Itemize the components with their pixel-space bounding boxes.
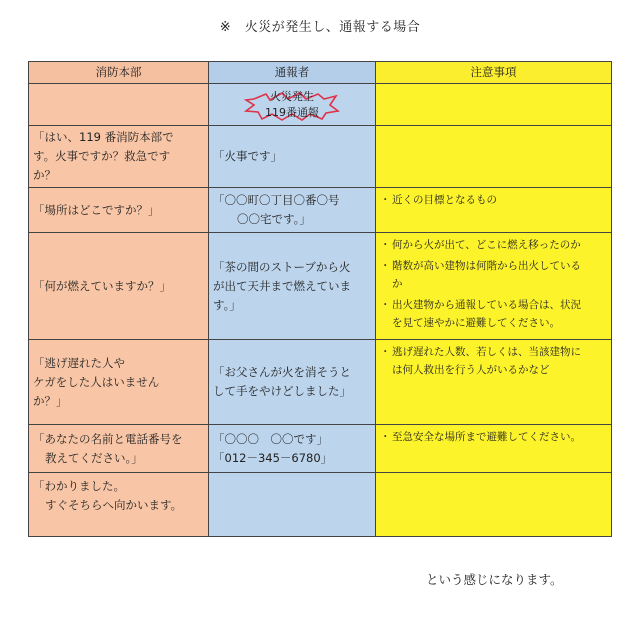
notes-cell bbox=[376, 473, 612, 537]
bullet-icon: ・ bbox=[380, 194, 391, 206]
cell-line: して手をやけどしました」 bbox=[213, 384, 351, 398]
notes-cell bbox=[376, 233, 612, 340]
table-row bbox=[29, 233, 612, 340]
note-line: を見て速やかに避難してください。 bbox=[392, 317, 560, 329]
note-line: 近くの目標となるもの bbox=[392, 194, 497, 206]
bullet-icon: ・ bbox=[380, 239, 391, 251]
fire-dept-cell bbox=[29, 473, 209, 537]
fire-dept-cell bbox=[29, 233, 209, 340]
list-item bbox=[380, 257, 607, 293]
reporter-cell bbox=[209, 126, 376, 188]
cell-line: 「火事です」 bbox=[213, 149, 282, 163]
table-row bbox=[29, 425, 612, 473]
reporter-cell bbox=[209, 340, 376, 425]
cell-line: 「〇〇〇 〇〇です」 bbox=[213, 431, 328, 446]
cell-line: 「はい、119 番消防本部で bbox=[33, 130, 174, 144]
cell-line: が出て天井まで燃えていま bbox=[213, 278, 351, 293]
bullet-icon: ・ bbox=[380, 431, 391, 443]
notes-cell bbox=[376, 340, 612, 425]
cell-line: す。火事ですか？救急です bbox=[33, 149, 171, 163]
list-item bbox=[380, 428, 607, 446]
fire-event-notes-cell bbox=[376, 84, 612, 126]
bullet-icon: ・ bbox=[380, 346, 391, 358]
fire-burst-graphic bbox=[232, 87, 352, 123]
cell-line: 「012－345－6780」 bbox=[213, 450, 333, 465]
cell-line: 「何が燃えていますか？」 bbox=[33, 278, 171, 293]
cell-line: 教えてください。」 bbox=[45, 450, 143, 465]
list-item bbox=[380, 236, 607, 254]
bullet-icon: ・ bbox=[380, 260, 391, 272]
reporter-cell bbox=[209, 233, 376, 340]
cell-line: 「茶の間のストーブから火 bbox=[213, 259, 351, 274]
reporter-cell bbox=[209, 425, 376, 473]
reporter-cell bbox=[209, 188, 376, 233]
notes-cell bbox=[376, 188, 612, 233]
note-line: か bbox=[392, 278, 403, 290]
cell-line: か？」 bbox=[33, 393, 68, 408]
note-line: 至急安全な場所まで避難してください。 bbox=[392, 431, 581, 443]
header-fire-dept: 消防本部 bbox=[29, 62, 209, 84]
cell-line: 「お父さんが火を消そうと bbox=[213, 365, 351, 379]
cell-line: す。」 bbox=[213, 297, 241, 312]
cell-line: 「〇〇町〇丁目〇番〇号 bbox=[213, 193, 340, 207]
cell-line: ケガをした人はいません bbox=[33, 374, 160, 389]
cell-line: すぐそちらへ向かいます。 bbox=[45, 498, 183, 512]
header-notes: 注意事項 bbox=[376, 62, 612, 84]
call-flow-table bbox=[28, 61, 612, 537]
fire-event-row bbox=[29, 84, 612, 126]
header-reporter: 通報者 bbox=[209, 62, 376, 84]
header-row bbox=[29, 62, 612, 84]
fire-dept-cell bbox=[29, 425, 209, 473]
table-row bbox=[29, 473, 612, 537]
note-line: は何人救出を行う人がいるかなど bbox=[392, 364, 550, 376]
table-row bbox=[29, 340, 612, 425]
note-line: 逃げ遅れた人数、若しくは、当該建物に bbox=[392, 346, 581, 358]
bullet-icon: ・ bbox=[380, 299, 391, 311]
table-row bbox=[29, 188, 612, 233]
cell-line: 〇〇宅です。」 bbox=[237, 212, 311, 226]
fire-event-empty-cell bbox=[29, 84, 209, 126]
footer-note: という感じになります。 bbox=[426, 572, 563, 587]
note-line: 階数が高い建物は何階から出火している bbox=[392, 260, 581, 272]
cell-line: か？ bbox=[33, 168, 56, 182]
note-line: 何から火が出て、どこに燃え移ったのか bbox=[392, 239, 581, 251]
cell-line: 「わかりました。 bbox=[33, 479, 125, 493]
fire-dept-cell bbox=[29, 188, 209, 233]
cell-line: 「場所はどこですか？」 bbox=[33, 202, 160, 217]
notes-cell bbox=[376, 126, 612, 188]
note-line: 出火建物から通報している場合は、状況 bbox=[392, 299, 581, 311]
table-row bbox=[29, 126, 612, 188]
fire-dept-cell bbox=[29, 126, 209, 188]
fire-dept-cell bbox=[29, 340, 209, 425]
cell-line: 「あなたの名前と電話番号を bbox=[33, 431, 183, 446]
notes-cell bbox=[376, 425, 612, 473]
fire-event-cell bbox=[209, 84, 376, 126]
list-item bbox=[380, 191, 607, 209]
list-item bbox=[380, 343, 607, 379]
fire-event-line1: 火災発生 bbox=[270, 89, 314, 103]
page-title: ※ 火災が発生し、通報する場合 bbox=[219, 20, 421, 35]
fire-event-line2: 119番通報 bbox=[265, 105, 319, 119]
cell-line: 「逃げ遅れた人や bbox=[33, 355, 125, 370]
list-item bbox=[380, 296, 607, 332]
reporter-cell bbox=[209, 473, 376, 537]
